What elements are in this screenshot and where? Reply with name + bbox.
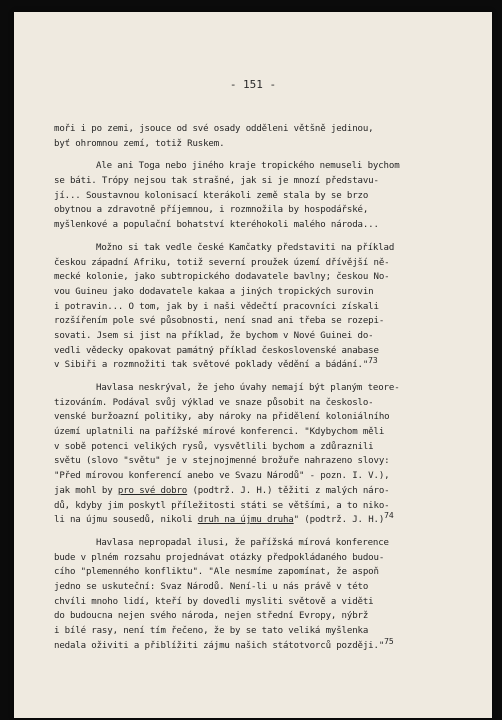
text-line: i bílé rasy, není tím řečeno, že by se tato veliká myšlenka — [54, 626, 369, 636]
text-line — [54, 636, 446, 654]
text-line: jedno se uskuteční: Svaz Národů. Není-li u nás právě v této — [54, 581, 369, 592]
underlined-text: pro své dobro — [117, 485, 188, 496]
text-line: jí... Soustavnou kolonisací kterákoli země stala by se brzo — [54, 190, 369, 201]
text-line: území uplatnili na pařížské mírové konferenci. "Kdybychom měli — [54, 427, 385, 438]
text-line: do budoucna nejen svého národa, nejen střední Evropy, nýbrž — [54, 611, 369, 622]
text-line: obytnou a zdravotně příjemnou, i rozmnožila by hospodářské, — [54, 205, 369, 216]
text-line-content: v Sibiři a rozmnožiti tak světové poklady vědění a bádání." — [54, 360, 369, 371]
text-line: vou Guineu jako dodavatele kakaa a jiných tropických surovin — [54, 286, 374, 297]
footnote-ref: 74 — [384, 511, 394, 521]
text-line: mecké kolonie, jako subtropického dodavatele bavlny; českou No- — [54, 272, 390, 283]
text-line: "Před mírovou konferencí anebo ve Svazu Národů" - pozn. I. V.), — [54, 471, 390, 482]
text-line: Ale ani Toga nebo jiného kraje tropického nemuseli bychom — [96, 161, 400, 172]
text-segment: " (podtrž. J. H.) — [293, 515, 385, 526]
text-line: českou západní Afriku, totiž severní proužek území dřívější ně- — [54, 257, 390, 268]
text-line: byť ohromnou zemí, totiž Ruskem. — [54, 138, 225, 149]
text-line — [54, 513, 446, 528]
text-line: Možno si tak vedle české Kamčatky představiti na příklad — [96, 242, 395, 253]
text-segment: jak mohl by — [54, 485, 118, 496]
text-segment: li na újmu sousedů, nikoli — [54, 515, 198, 526]
text-line: světu (slovo "světu" je v stejnojmenné brožuře nahrazeno slovy: — [54, 456, 390, 467]
text-line: cího "plemenného konfliktu". "Ale nesmíme zapomínat, že aspoň — [54, 567, 379, 578]
text-line: Havlasa neskrýval, že jeho úvahy nemají být planým teore- — [96, 383, 400, 393]
text-line: bude v plném rozsahu projednávat otázky předpokládaného budou- — [54, 552, 385, 563]
text-line: vedli vědecky opakovat památný příklad československé anabase — [54, 345, 379, 356]
text-segment: (podtrž. J. H.) těžiti z malých náro- — [187, 485, 390, 496]
text-line: moři i po zemi, jsouce od své osady odděleni většně jedinou, — [54, 124, 374, 134]
text-line: v sobě potenci velikých rysů, vysvětlili bychom a zdůraznili — [54, 441, 374, 452]
text-line: venské buržoazní politiky, aby nároky na přidělení koloniálního — [54, 412, 390, 423]
text-line: Havlasa nepropadal ilusi, že pařížská mírová konference — [96, 537, 389, 548]
text-line: myšlenkové a populační bohatství kteréhokoli malého národa... — [54, 220, 379, 231]
text-line: chvíli mnoho lidí, kteří by dovedli mysliti světově a viděti — [54, 596, 374, 607]
text-line: sovati. Jsem si jist na příklad, že bychom v Nové Guinei do- — [54, 330, 374, 341]
document-page — [14, 12, 492, 718]
page-number: - 151 - — [229, 78, 277, 91]
text-line: rozšířením pole své působnosti, není snad ani třeba se rozepi- — [54, 316, 385, 327]
footnote-ref: 75 — [384, 636, 394, 646]
text-line: i potravin... O tom, jak by i naši vědečtí pracovníci získali — [54, 301, 379, 312]
text-line: se báti. Trópy nejsou tak strašné, jak si je mnozí představu- — [54, 176, 379, 187]
body-text — [54, 122, 446, 653]
text-line: tizováním. Podával svůj výklad ve snaze působit na českoslo- — [54, 397, 374, 408]
footnote-ref: 73 — [368, 356, 378, 366]
text-line: dů, kdyby jim poskytl příležitosti státi se většími, a to niko- — [54, 500, 390, 511]
text-line — [54, 484, 446, 499]
text-line — [54, 358, 446, 373]
underlined-text: druh na újmu druha — [197, 515, 294, 526]
text-line-content: nedala oživiti a přiblížiti zájmu našich státotvorců později." — [54, 640, 385, 651]
